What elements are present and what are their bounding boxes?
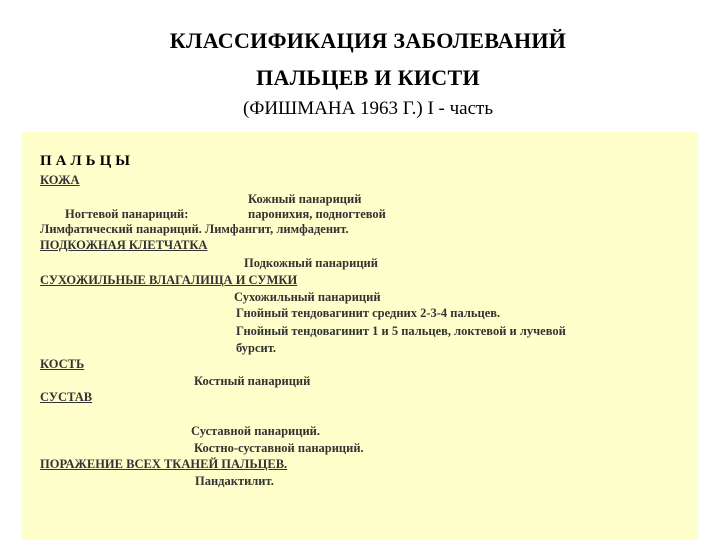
- heading-joint: СУСТАВ: [40, 390, 93, 404]
- heading-subcutaneous: ПОДКОЖНАЯ КЛЕТЧАТКА: [40, 238, 208, 252]
- skin-line-2-right: паронихия, подногтевой: [248, 207, 386, 221]
- heading-skin: КОЖА: [40, 173, 80, 187]
- subcutaneous-line-1: Подкожный панариций: [244, 256, 378, 270]
- page-title-line2: ПАЛЬЦЕВ И КИСТИ: [256, 65, 480, 90]
- page-subtitle: (ФИШМАНА 1963 Г.) I - часть: [243, 98, 493, 119]
- tendon-line-4: бурсит.: [236, 341, 277, 355]
- skin-line-3: Лимфатический панариций. Лимфангит, лимфаденит.: [40, 222, 349, 236]
- heading-bone: КОСТЬ: [40, 357, 85, 371]
- joint-line-2: Костно-суставной панариций.: [194, 441, 364, 455]
- skin-line-1: Кожный панариций: [248, 192, 362, 206]
- joint-line-1: Суставной панариций.: [191, 424, 320, 438]
- section-title-fingers: ПАЛЬЦЫ: [40, 153, 134, 169]
- all-tissues-line-1: Пандактилит.: [195, 474, 274, 488]
- page-title-line1: КЛАССИФИКАЦИЯ ЗАБОЛЕВАНИЙ: [169, 28, 567, 53]
- bone-line-1: Костный панариций: [194, 374, 311, 388]
- heading-tendon: СУХОЖИЛЬНЫЕ ВЛАГАЛИЩА И СУМКИ: [40, 273, 298, 287]
- skin-line-2-left: Ногтевой панариций:: [65, 207, 189, 221]
- heading-all-tissues: ПОРАЖЕНИЕ ВСЕХ ТКАНЕЙ ПАЛЬЦЕВ.: [40, 457, 288, 471]
- tendon-line-2: Гнойный тендовагинит средних 2-3-4 пальцев.: [236, 306, 501, 320]
- tendon-line-1: Сухожильный панариций: [234, 290, 381, 304]
- tendon-line-3: Гнойный тендовагинит 1 и 5 пальцев, локтевой и лучевой: [236, 324, 566, 338]
